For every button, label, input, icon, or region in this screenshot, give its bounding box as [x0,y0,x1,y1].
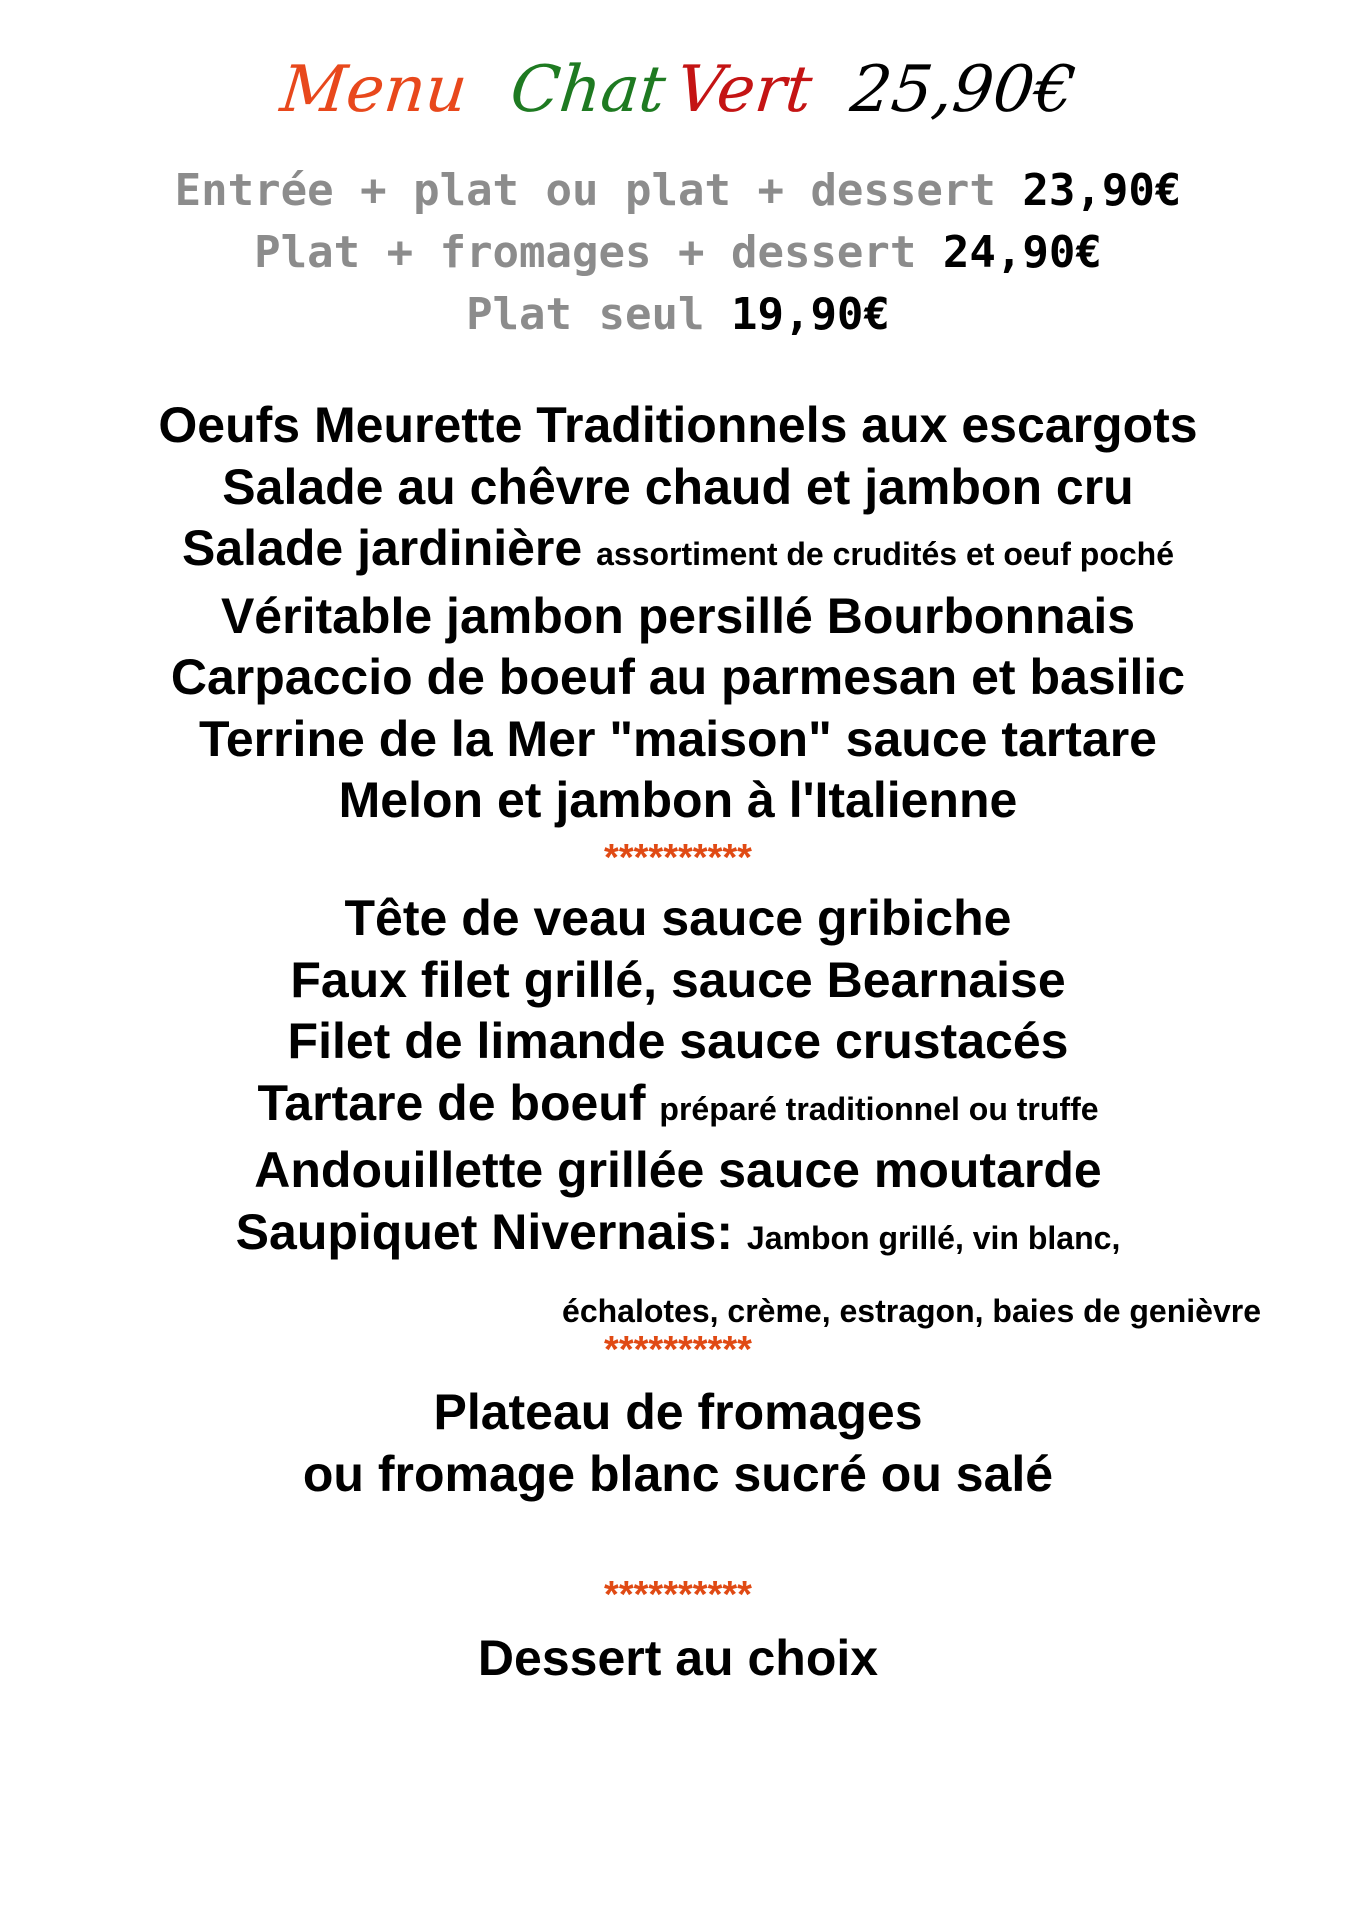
entree-item [0,518,1356,586]
entrees-section [0,395,1356,832]
formula-list [0,160,1356,346]
title-chat-word: Chat [506,53,669,127]
fromages-section [0,1382,1356,1505]
fromage-item: Plateau de fromages [433,1384,923,1440]
dish-name: Filet de limande sauce crustacés [287,1013,1069,1069]
dessert-section [0,1628,1356,1690]
plat-item [0,1202,1356,1270]
menu-title [0,45,1356,135]
course-separator: ********** [604,1574,752,1616]
title-vert-word: Vert [672,53,816,127]
dish-name: Terrine de la Mer "maison" sauce tartare [199,710,1157,767]
entree-item [0,395,1356,457]
dish-description: Jambon grillé, vin blanc, [746,1219,1121,1256]
fromage-item: ou fromage blanc sucré ou salé [302,1445,1054,1502]
formula-label: Plat + fromages + dessert [254,227,943,278]
plat-item [0,950,1356,1012]
dish-name: Véritable jambon persillé Bourbonnais [220,587,1136,644]
dish-name: Oeufs Meurette Traditionnels aux escargots [158,397,1198,453]
dish-name: Tête de veau sauce gribiche [344,890,1012,946]
dish-name: Tartare de boeuf [257,1074,660,1131]
formula-plat-seul [0,284,1356,346]
dish-name: Faux filet grillé, sauce Bearnaise [290,951,1066,1008]
formula-entree-plat-dessert [0,160,1356,222]
entree-item [0,647,1356,709]
dish-name: Saupiquet Nivernais: [235,1203,747,1260]
plat-item [0,1011,1356,1073]
dessert-item: Dessert au choix [477,1630,879,1686]
plats-section [0,888,1356,1331]
plat-item [0,1140,1356,1202]
formula-label: Plat seul [466,289,731,340]
dish-name: Carpaccio de boeuf au parmesan et basilic [170,649,1186,705]
course-separator: ********** [604,837,752,879]
entree-item [0,770,1356,832]
plat-item [0,1073,1356,1141]
plat-item [0,888,1356,950]
course-separator: ********** [604,1329,752,1371]
formula-price: 24,90€ [942,227,1102,278]
dish-name: Andouillette grillée sauce moutarde [254,1142,1102,1198]
entree-item [0,586,1356,648]
dish-description: assortiment de crudités et oeuf poché [596,536,1174,572]
dish-name: Melon et jambon à l'Italienne [338,772,1018,828]
formula-plat-fromages-dessert [0,222,1356,284]
entree-item [0,709,1356,771]
title-price: 25,90€ [847,53,1080,127]
dish-name: Salade jardinière [182,520,597,576]
title-menu-word: Menu [276,53,471,127]
dish-description-continuation: échalotes, crème, estragon, baies de genièvre [562,1293,1261,1329]
dish-name: Salade au chêvre chaud et jambon cru [222,458,1134,515]
formula-price: 23,90€ [1022,165,1182,216]
formula-price: 19,90€ [730,289,890,340]
dish-description: préparé traditionnel ou truffe [659,1090,1099,1127]
formula-label: Entrée + plat ou plat + dessert [174,165,1023,216]
entree-item [0,457,1356,519]
